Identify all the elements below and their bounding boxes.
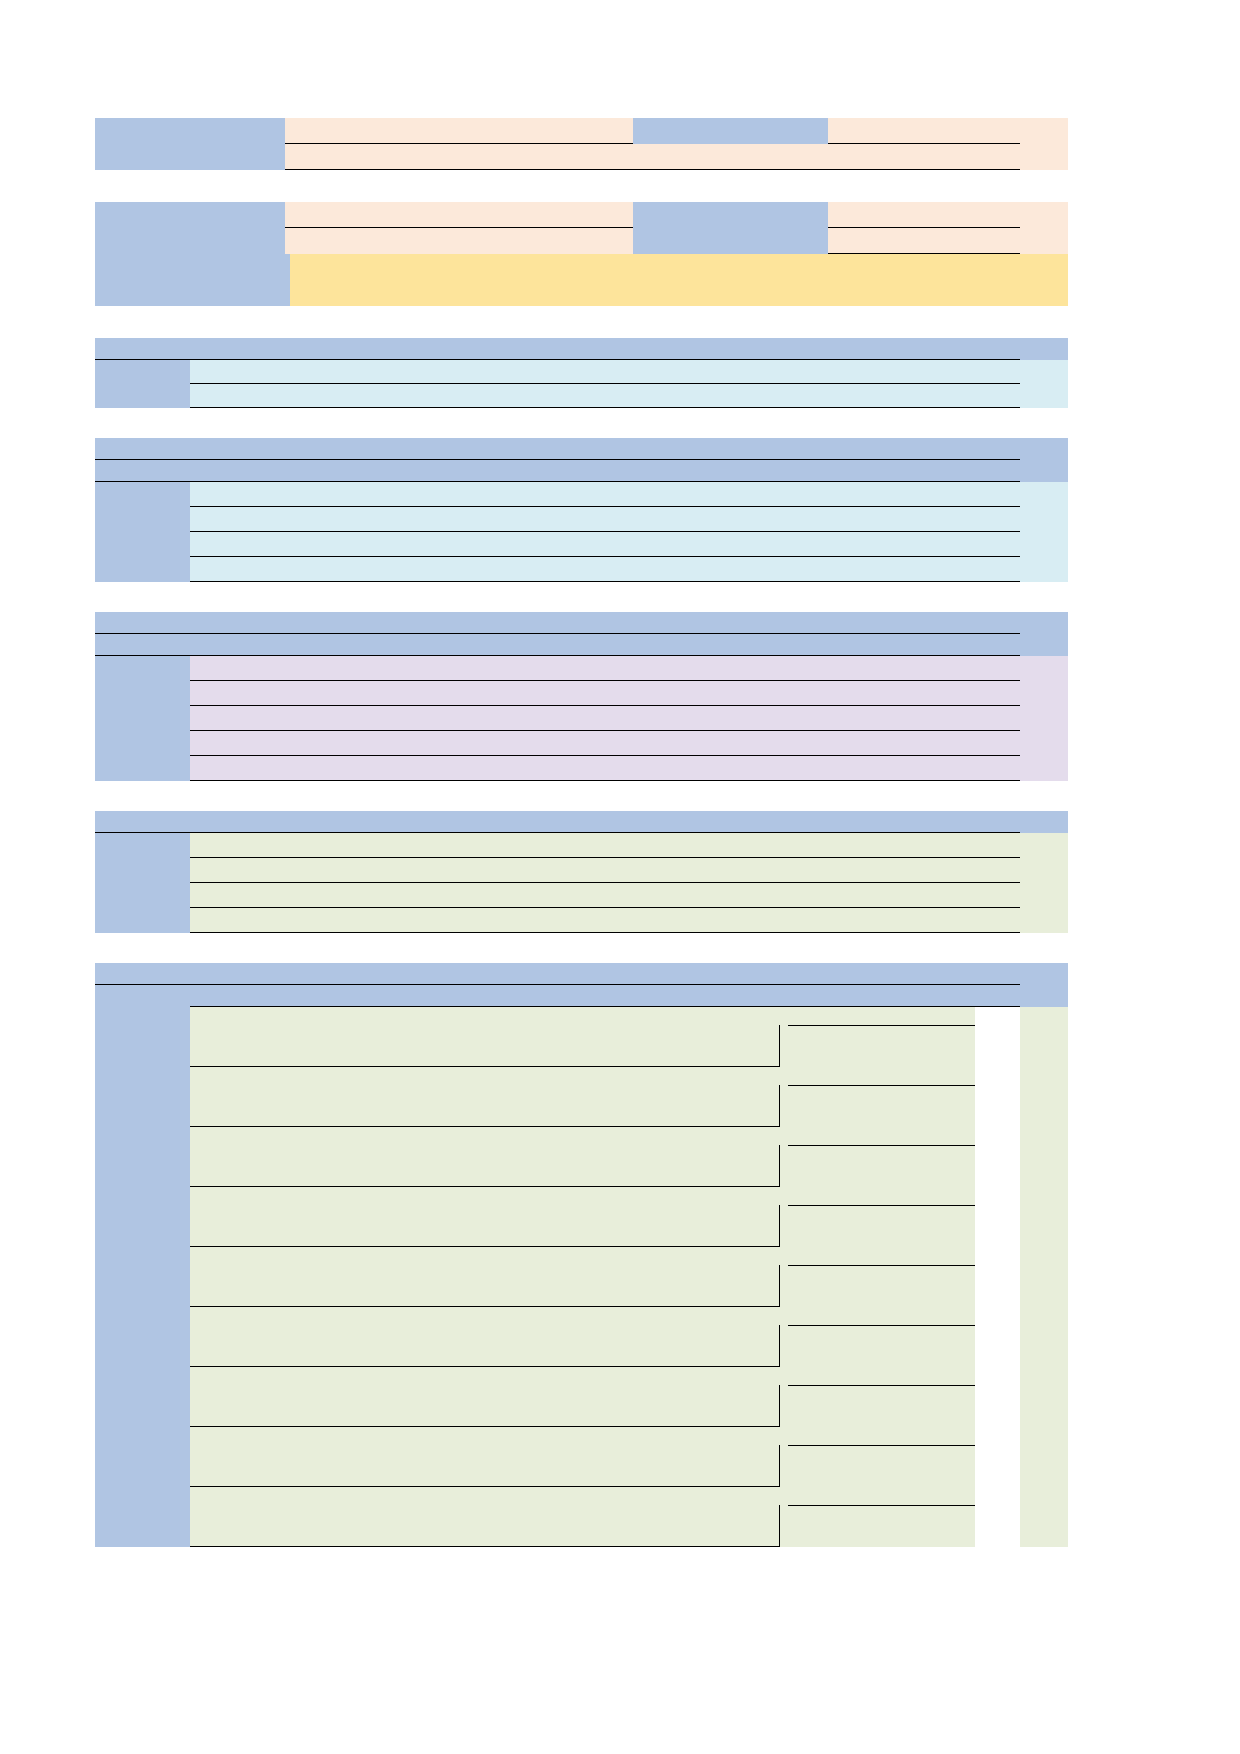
row-label <box>95 1247 190 1307</box>
section-subheader <box>95 985 1020 1007</box>
row-label <box>95 360 190 384</box>
table-row <box>95 144 1020 170</box>
table-row <box>95 1127 1020 1187</box>
row-tail <box>1020 557 1068 582</box>
row-value[interactable] <box>190 858 1020 883</box>
row-tail <box>1020 1067 1068 1127</box>
field-label <box>633 118 828 144</box>
row-tail <box>1020 963 1068 985</box>
table-row <box>95 1307 1020 1367</box>
table-row <box>95 228 1020 254</box>
field-value[interactable] <box>285 202 633 228</box>
table-row <box>95 908 1020 933</box>
row-tail <box>1020 833 1068 858</box>
row-tail <box>1020 1487 1068 1547</box>
row-label <box>95 756 190 781</box>
row-tail <box>1020 908 1068 933</box>
row-tail <box>1020 811 1068 833</box>
row-value[interactable] <box>190 731 1020 756</box>
row-value[interactable] <box>190 1007 780 1067</box>
row-tail <box>1020 706 1068 731</box>
section-header <box>95 338 1020 360</box>
row-label <box>95 482 190 507</box>
table-row <box>95 731 1020 756</box>
row-tail <box>1020 460 1068 482</box>
rule-line <box>788 1205 975 1206</box>
row-tail <box>1020 228 1068 254</box>
row-label <box>95 507 190 532</box>
row-value[interactable] <box>190 833 1020 858</box>
row-tail <box>1020 1367 1068 1427</box>
row-tail <box>1020 507 1068 532</box>
row-tail <box>1020 532 1068 557</box>
table-row <box>95 507 1020 532</box>
spacer <box>95 306 1020 338</box>
table-row <box>95 656 1020 681</box>
tall-table-rows <box>95 1007 1020 1547</box>
row-label <box>95 1127 190 1187</box>
table-row <box>95 118 1020 144</box>
row-tail <box>1020 1427 1068 1487</box>
row-value[interactable] <box>190 1367 780 1427</box>
form-sheet <box>95 118 1020 1547</box>
rule-line <box>788 1505 975 1506</box>
row-label <box>95 731 190 756</box>
row-trailing-value[interactable] <box>780 1007 975 1067</box>
row-value[interactable] <box>190 1307 780 1367</box>
identification-block <box>95 118 1020 170</box>
section-cyan-short <box>95 338 1020 408</box>
spacer <box>95 933 1020 963</box>
field-value[interactable] <box>285 228 633 254</box>
row-label <box>95 706 190 731</box>
section-olive-tall-table <box>95 963 1020 1547</box>
row-label <box>95 1307 190 1367</box>
row-tail <box>1020 656 1068 681</box>
spacer <box>95 582 1020 612</box>
field-value[interactable] <box>285 144 1020 170</box>
table-row <box>95 360 1020 384</box>
row-value[interactable] <box>190 384 1020 408</box>
spacer <box>95 408 1020 438</box>
row-label <box>95 833 190 858</box>
row-label <box>95 1007 190 1067</box>
field-label <box>95 202 285 228</box>
row-value[interactable] <box>190 557 1020 582</box>
field-value[interactable] <box>828 118 1020 144</box>
row-tail <box>1020 338 1068 360</box>
table-row <box>95 681 1020 706</box>
row-tail <box>1020 1307 1068 1367</box>
row-tail <box>1020 1127 1068 1187</box>
table-row <box>95 1487 1020 1547</box>
table-row <box>95 1247 1020 1307</box>
row-label <box>95 656 190 681</box>
table-row <box>95 202 1020 228</box>
row-tail <box>1020 681 1068 706</box>
row-trailing-value[interactable] <box>780 1487 975 1547</box>
table-row <box>95 706 1020 731</box>
row-tail <box>1020 1247 1068 1307</box>
section-olive-short <box>95 811 1020 933</box>
row-value[interactable] <box>190 1487 780 1547</box>
table-row <box>95 1067 1020 1127</box>
row-label <box>95 1487 190 1547</box>
section-subtitle <box>95 634 1020 656</box>
section-header <box>95 438 1020 460</box>
row-tail <box>1020 612 1068 634</box>
row-value[interactable] <box>190 656 1020 681</box>
row-tail <box>1020 634 1068 656</box>
field-value[interactable] <box>285 118 633 144</box>
row-trailing-value[interactable] <box>780 1307 975 1367</box>
row-value[interactable] <box>190 1247 780 1307</box>
table-row <box>95 883 1020 908</box>
row-label <box>95 1427 190 1487</box>
column-header-label <box>95 985 190 1007</box>
section-subheader <box>95 460 1020 482</box>
rule-line <box>788 1145 975 1146</box>
row-trailing-value[interactable] <box>780 1427 975 1487</box>
section-subtitle <box>95 460 1020 482</box>
row-value[interactable] <box>190 482 1020 507</box>
row-tail <box>1020 254 1068 306</box>
row-tail <box>1020 858 1068 883</box>
row-value[interactable] <box>190 908 1020 933</box>
rule-line <box>190 1546 780 1547</box>
row-trailing-value[interactable] <box>780 1367 975 1427</box>
row-trailing-value[interactable] <box>780 1247 975 1307</box>
rule-line <box>788 1085 975 1086</box>
table-row <box>95 482 1020 507</box>
section-header <box>95 811 1020 833</box>
row-value[interactable] <box>190 532 1020 557</box>
field-value[interactable] <box>828 228 1020 254</box>
rule-line <box>788 1265 975 1266</box>
row-label <box>95 532 190 557</box>
field-label <box>95 228 285 254</box>
row-tail <box>1020 144 1068 170</box>
row-tail <box>1020 438 1068 460</box>
row-tail <box>1020 756 1068 781</box>
section-title <box>95 338 1020 360</box>
row-value[interactable] <box>190 507 1020 532</box>
table-row <box>95 254 1020 306</box>
row-tail <box>1020 360 1068 384</box>
row-value[interactable] <box>190 1127 780 1187</box>
row-value[interactable] <box>190 706 1020 731</box>
field-label <box>95 144 285 170</box>
row-tail <box>1020 202 1068 228</box>
row-label <box>95 681 190 706</box>
row-label <box>95 557 190 582</box>
field-value[interactable] <box>828 202 1020 228</box>
table-row <box>95 384 1020 408</box>
table-row <box>95 1187 1020 1247</box>
row-value[interactable] <box>190 883 1020 908</box>
row-value[interactable] <box>190 360 1020 384</box>
row-tail <box>1020 384 1068 408</box>
row-label <box>95 1367 190 1427</box>
row-tail <box>1020 118 1068 144</box>
spacer <box>95 170 1020 202</box>
row-label <box>95 908 190 933</box>
row-label <box>95 384 190 408</box>
row-tail <box>1020 883 1068 908</box>
section-title <box>95 438 1020 460</box>
secondary-identification-block <box>95 202 1020 306</box>
row-tail <box>1020 1187 1068 1247</box>
section-title <box>95 963 1020 985</box>
table-row <box>95 858 1020 883</box>
row-tail <box>1020 985 1068 1007</box>
row-value[interactable] <box>190 756 1020 781</box>
rule-line <box>788 1025 975 1026</box>
row-label <box>95 1067 190 1127</box>
spacer <box>95 781 1020 811</box>
rule-line <box>788 1445 975 1446</box>
section-header <box>95 963 1020 985</box>
row-tail <box>1020 482 1068 507</box>
row-label <box>95 883 190 908</box>
rule-line <box>788 1385 975 1386</box>
row-value[interactable] <box>190 1067 780 1127</box>
table-row <box>95 1367 1020 1427</box>
table-row <box>95 833 1020 858</box>
section-title <box>95 612 1020 634</box>
row-value[interactable] <box>190 681 1020 706</box>
section-cyan-long <box>95 438 1020 582</box>
table-row <box>95 532 1020 557</box>
section-title <box>95 811 1020 833</box>
section-header <box>95 612 1020 634</box>
row-trailing-value[interactable] <box>780 1067 975 1127</box>
row-tail <box>1020 731 1068 756</box>
section-subheader <box>95 634 1020 656</box>
row-trailing-value[interactable] <box>780 1187 975 1247</box>
table-row <box>95 557 1020 582</box>
row-value[interactable] <box>190 1187 780 1247</box>
section-purple <box>95 612 1020 781</box>
field-label <box>95 254 290 306</box>
field-label <box>633 202 828 228</box>
highlighted-note[interactable] <box>290 254 1020 306</box>
row-label <box>95 858 190 883</box>
rule-line <box>788 1325 975 1326</box>
row-value[interactable] <box>190 1427 780 1487</box>
field-label <box>95 118 285 144</box>
field-label <box>633 228 828 254</box>
row-trailing-value[interactable] <box>780 1127 975 1187</box>
table-row <box>95 1007 1020 1067</box>
column-header-body <box>190 985 1020 1007</box>
table-row <box>95 756 1020 781</box>
row-tail <box>1020 1007 1068 1067</box>
table-row <box>95 1427 1020 1487</box>
row-label <box>95 1187 190 1247</box>
